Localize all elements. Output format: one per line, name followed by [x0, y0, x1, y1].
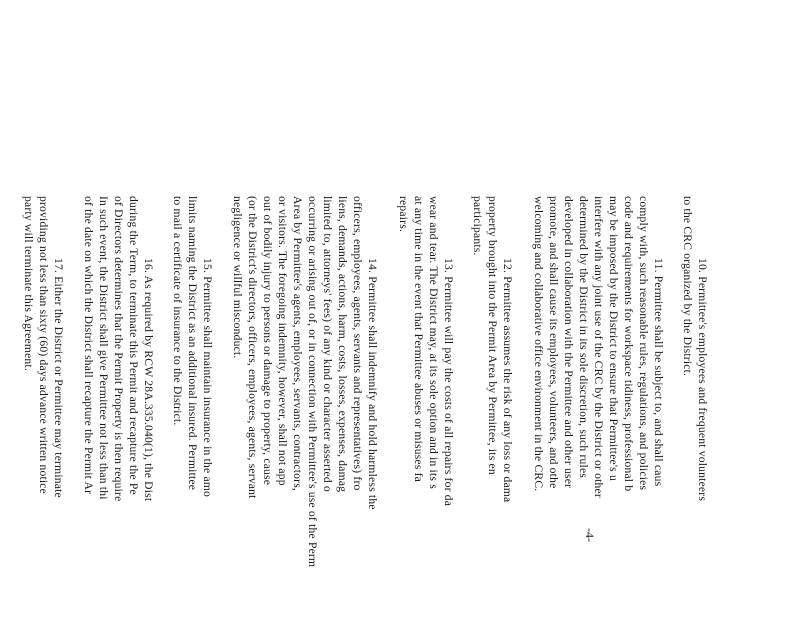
text-line: may be imposed by the District to ensure that Permittee's u [607, 196, 620, 481]
text-line: to mail a certificate of insurance to the District. [171, 196, 184, 426]
text-line: promote, and shall cause its employees, volunteers, and othe [547, 196, 560, 489]
text-line: interfere with any joint use of the CRC by the District or other [592, 196, 605, 498]
text-line: code and requirements for workspace tidiness, professional b [622, 196, 635, 492]
text-line: negligence or willful misconduct. [231, 196, 244, 359]
text-line: welcoming and collaborative office environment in the CRC. [532, 196, 545, 492]
text-line: or visitors. The foregoing indemnity, however, shall not app [276, 196, 289, 486]
text-line: 10. Permittee's employees and frequent volunteers [696, 258, 709, 502]
text-line: wear and tear. The District may, at its sole option and in its s [427, 196, 440, 489]
text-line: of the date on which the District shall recapture the Permit Ar [82, 196, 95, 495]
page-number: -4- [583, 528, 597, 542]
text-line: limited to, attorneys' fees) of any kind or character asserted o [321, 196, 334, 492]
text-line: 14. Permittee shall indemnify and hold harmless the [366, 258, 379, 510]
text-line: Area by Permittee's agents, employees, servants, contractors, [291, 196, 304, 492]
text-line: 17. Either the District or Permittee may terminate [52, 258, 65, 498]
text-line: 15. Permittee shall maintain insurance in the amo [201, 258, 214, 498]
text-line: property brought into the Permit Area by Permittee, its en [486, 196, 499, 475]
text-line: limits naming the District as an additional insured. Permittee [186, 196, 199, 491]
text-line: liens, demands, actions, harm, costs, losses, expenses, damag [336, 196, 349, 493]
text-line: out of bodily injury to persons or damage to property, cause [261, 196, 274, 486]
text-line: of Directors determines that the Permit Property is then require [112, 196, 125, 502]
text-line: 13. Permittee will pay the costs of all repairs for da [442, 258, 455, 507]
text-line: 11. Permittee shall be subject to, and shall caus [652, 258, 665, 487]
text-line: at any time in the event that Permittee abuses or misuses fa [412, 196, 425, 482]
text-line: determined by the District in its sole discretion, such rules [577, 196, 590, 479]
text-line: repairs. [397, 196, 410, 233]
text-line: officers, employees, agents, servants and representatives) fro [351, 196, 364, 491]
text-line: to the CRC organized by the District. [681, 196, 694, 377]
text-line: comply with, such reasonable rules, regulations, and policies [637, 196, 650, 491]
text-line: during the Term, to terminate this Permit and recapture the Pe [127, 196, 140, 495]
text-line: (or the District's directors, officers, employees, agents, servant [246, 196, 259, 499]
document-body [22, 196, 710, 616]
text-line: In such event, the District shall give Permittee not less than thi [97, 196, 110, 500]
text-line: 12. Permittee assumes the risk of any loss or dama [501, 258, 514, 503]
text-line: 16. As required by RCW 28A.335.040(1), the Dist [142, 258, 155, 502]
text-line: party will terminate this Agreement. [22, 196, 35, 371]
text-line: participants. [471, 196, 484, 256]
text-line: developed in collaboration with the Permittee and other user [562, 196, 575, 489]
text-line: occurring or arising out of, or in connection with Permittee's use of the Perm [306, 196, 319, 568]
text-line: providing not less than sixty (60) days advance written notice [37, 196, 50, 494]
